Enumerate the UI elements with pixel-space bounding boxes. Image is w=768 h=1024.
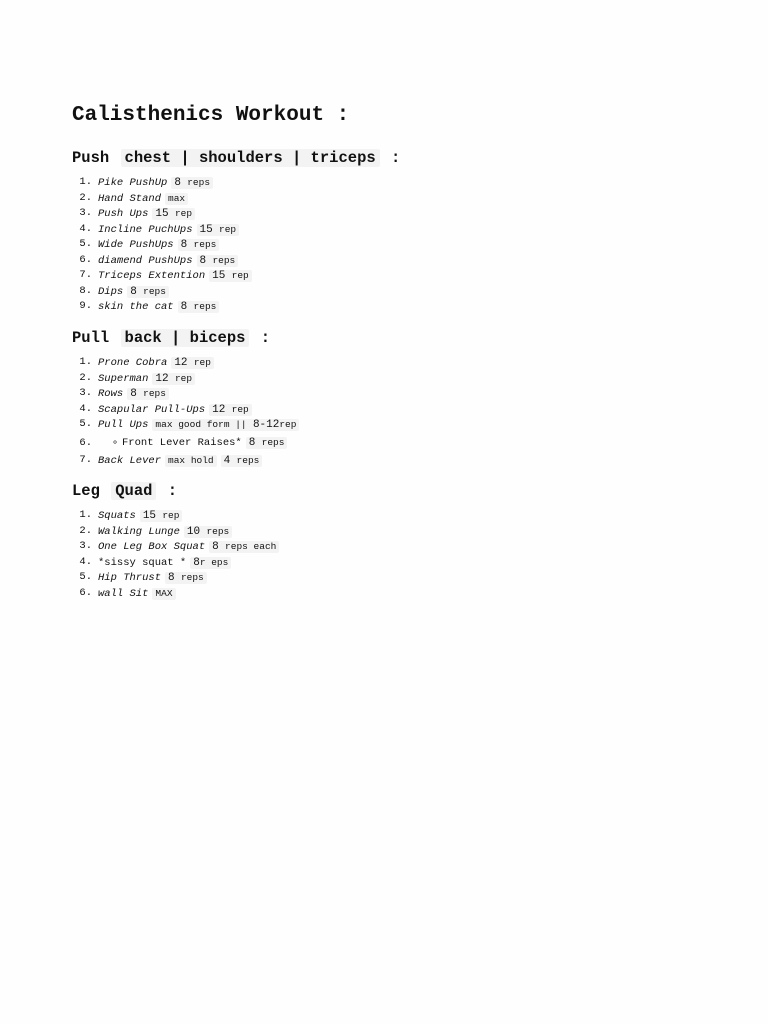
push-section — [72, 147, 712, 315]
list-item: 6. diamend PushUps 8 reps — [72, 253, 712, 269]
section-label: Push — [72, 149, 110, 167]
list-item: 2. Walking Lunge 10 reps — [72, 524, 712, 540]
list-item: 9. skin the cat 8 reps — [72, 299, 712, 315]
exercise-name: Pike PushUp — [98, 177, 168, 189]
exercise-list — [72, 175, 712, 315]
exercise-list — [72, 355, 712, 468]
list-item: 6. ⚬ Front Lever Raises* 8 reps — [72, 433, 712, 453]
bullet-icon: ⚬ — [111, 437, 119, 448]
section-heading — [72, 327, 712, 349]
list-item: 2. Hand Stand max — [72, 191, 712, 207]
exercise-name: Squats — [98, 510, 136, 522]
exercise-qty: 8r eps — [190, 557, 231, 569]
exercise-qty: max good form || 8-12rep — [152, 419, 299, 431]
exercise-name: Front Lever Raises* — [122, 436, 242, 449]
pull-section — [72, 327, 712, 468]
exercise-qty: 12 rep — [171, 357, 214, 369]
exercise-qty: 15 rep — [209, 270, 252, 282]
section-label: Pull — [72, 329, 110, 347]
list-item: 8. Dips 8 reps — [72, 284, 712, 300]
exercise-name: *sissy squat * — [98, 556, 187, 569]
exercise-name: Prone Cobra — [98, 357, 168, 369]
section-tag: chest | shoulders | triceps — [121, 149, 380, 167]
list-item: 7. Triceps Extention 15 rep — [72, 268, 712, 284]
exercise-name: Pull Ups — [98, 419, 149, 431]
list-item: 4. *sissy squat * 8r eps — [72, 555, 712, 571]
section-heading — [72, 147, 712, 169]
exercise-name: Triceps Extention — [98, 270, 206, 282]
exercise-name: Walking Lunge — [98, 525, 180, 538]
exercise-qty: 4 reps — [221, 455, 263, 467]
list-item: 4. Incline PuchUps 15 rep — [72, 222, 712, 238]
section-suffix: : — [391, 149, 401, 167]
exercise-name: Incline PuchUps — [98, 223, 193, 236]
list-item: 3. Push Ups 15 rep — [72, 206, 712, 222]
exercise-qty: 12 rep — [209, 404, 252, 416]
list-item: 5. Pull Ups max good form || 8-12rep — [72, 417, 712, 433]
exercise-name: Wide PushUps — [98, 239, 174, 251]
exercise-qty: 8 reps — [127, 388, 169, 400]
exercise-name: skin the cat — [98, 301, 174, 313]
list-item: 6. wall Sit MAX — [72, 586, 712, 602]
leg-section — [72, 480, 712, 601]
exercise-qty: 10 reps — [184, 526, 232, 538]
list-item: 2. Superman 12 rep — [72, 371, 712, 387]
list-item: 5. Wide PushUps 8 reps — [72, 237, 712, 253]
exercise-qty: 8 reps — [197, 255, 239, 267]
exercise-qty: max hold — [165, 455, 217, 467]
exercise-name: Hand Stand — [98, 192, 162, 205]
exercise-name: Superman — [98, 372, 149, 385]
list-item: 1. Squats 15 rep — [72, 508, 712, 524]
section-tag: Quad — [111, 482, 156, 500]
list-item: 3. Rows 8 reps — [72, 386, 712, 402]
exercise-name: Hip Thrust — [98, 572, 162, 584]
exercise-qty: 8 reps — [178, 301, 220, 313]
section-tag: back | biceps — [121, 329, 250, 347]
page-title: Calisthenics Workout : — [72, 104, 350, 127]
section-suffix: : — [260, 329, 271, 347]
exercise-qty: 8 reps — [246, 437, 288, 449]
exercise-qty: MAX — [152, 588, 175, 600]
exercise-qty: 8 reps — [178, 239, 220, 251]
exercise-name: Push Ups — [98, 208, 149, 220]
exercise-qty: 8 reps each — [209, 541, 279, 553]
exercise-qty: 8 reps — [171, 177, 213, 189]
exercise-name: Back Lever — [98, 454, 162, 467]
exercise-name: Scapular Pull-Ups — [98, 403, 206, 416]
exercise-name: Dips — [98, 285, 124, 298]
exercise-qty: 8 reps — [127, 286, 169, 298]
exercise-name: wall Sit — [98, 587, 149, 600]
exercise-name: Rows — [98, 388, 124, 400]
exercise-qty: 12 rep — [152, 373, 195, 385]
exercise-list — [72, 508, 712, 601]
section-heading — [72, 480, 712, 502]
list-item: 1. Prone Cobra 12 rep — [72, 355, 712, 371]
exercise-name: One Leg Box Squat — [98, 541, 206, 553]
list-item: 5. Hip Thrust 8 reps — [72, 570, 712, 586]
list-item: 3. One Leg Box Squat 8 reps each — [72, 539, 712, 555]
list-item: 1. Pike PushUp 8 reps — [72, 175, 712, 191]
exercise-qty: 15 rep — [197, 224, 240, 236]
exercise-qty: 15 rep — [140, 510, 183, 522]
exercise-qty: 15 rep — [152, 208, 195, 220]
section-label: Leg — [72, 482, 100, 500]
exercise-qty: 8 reps — [165, 572, 207, 584]
section-suffix: : — [167, 482, 178, 500]
exercise-qty: max — [165, 193, 188, 205]
list-item: 4. Scapular Pull-Ups 12 rep — [72, 402, 712, 418]
exercise-name: diamend PushUps — [98, 254, 193, 267]
list-item: 7. Back Lever max hold 4 reps — [72, 453, 712, 469]
